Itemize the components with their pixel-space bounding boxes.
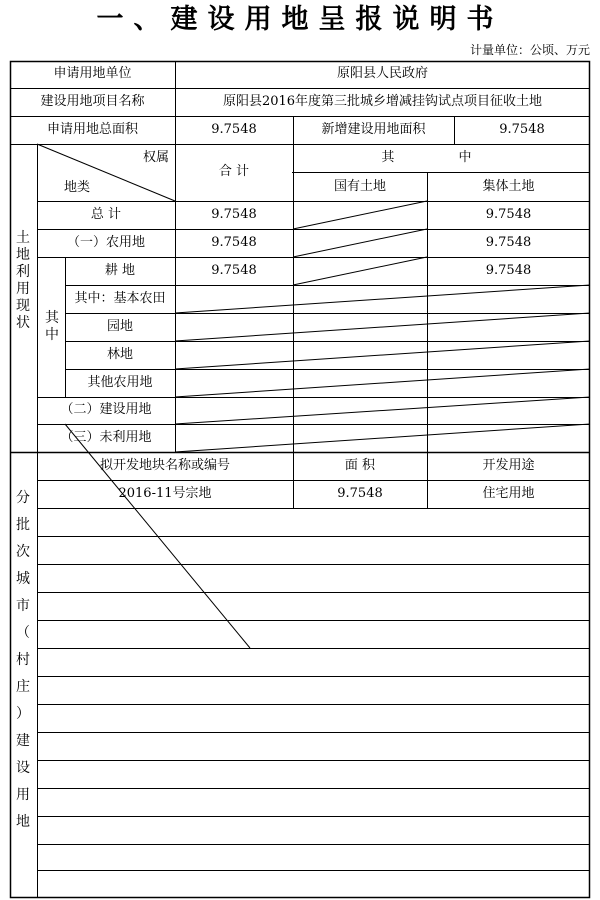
row-total-collective: 9.7548 bbox=[485, 207, 532, 222]
row-construction-label: （二）建设用地 bbox=[60, 402, 152, 417]
batch-row-name: 2016-11号宗地 bbox=[118, 486, 212, 501]
applicant-label: 申请用地单位 bbox=[53, 66, 132, 81]
batch-row-area: 9.7548 bbox=[337, 486, 383, 501]
batch-section-label: 分 批 次 城 市 （ 村 庄 ） 建 设 用 地 bbox=[16, 490, 30, 830]
applicant-value: 原阳县人民政府 bbox=[336, 66, 428, 81]
project-value: 原阳县2016年度第三批城乡增减挂钩试点项目征收土地 bbox=[222, 94, 543, 109]
row-arable-collective: 9.7548 bbox=[485, 263, 532, 278]
total-area-label: 申请用地总面积 bbox=[46, 122, 138, 137]
row-agri-collective: 9.7548 bbox=[485, 235, 532, 250]
row-total-total: 9.7548 bbox=[211, 207, 257, 222]
document-title: 一、建设用地呈报说明书 bbox=[96, 4, 504, 35]
total-area-value: 9.7548 bbox=[211, 122, 257, 137]
batch-use-header: 开发用途 bbox=[482, 458, 535, 473]
batch-row-use: 住宅用地 bbox=[482, 486, 535, 501]
of-which-header: 其 中 bbox=[381, 150, 502, 165]
state-land-header: 国有土地 bbox=[333, 179, 386, 194]
row-total-label: 总 计 bbox=[90, 207, 122, 222]
batch-area-header: 面 积 bbox=[344, 458, 376, 473]
new-area-value: 9.7548 bbox=[499, 122, 545, 137]
batch-name-header: 拟开发地块名称或编号 bbox=[99, 458, 230, 473]
subgroup-label: 其 中 bbox=[45, 310, 59, 343]
collective-land-header: 集体土地 bbox=[482, 179, 535, 194]
row-garden-label: 园地 bbox=[106, 319, 133, 334]
row-arable-total: 9.7548 bbox=[211, 263, 257, 278]
row-arable-label: 耕 地 bbox=[104, 263, 136, 278]
ownership-label: 权属 bbox=[143, 150, 170, 165]
project-label: 建设用地项目名称 bbox=[40, 94, 145, 109]
new-area-label: 新增建设用地面积 bbox=[321, 122, 426, 137]
row-agri-total: 9.7548 bbox=[211, 235, 257, 250]
row-unused-label: （三）未利用地 bbox=[60, 430, 152, 445]
row-forest-label: 林地 bbox=[106, 347, 133, 362]
land-type-label: 地类 bbox=[64, 180, 91, 195]
row-basic-farmland-label: 其中：基本农田 bbox=[74, 291, 166, 306]
row-agri-label: （一）农用地 bbox=[66, 235, 145, 250]
row-other-agri-label: 其他农用地 bbox=[87, 375, 153, 390]
total-column-header: 合 计 bbox=[218, 164, 250, 179]
land-use-section-label: 土 地 利 用 现 状 bbox=[16, 230, 30, 331]
unit-note: 计量单位：公顷、万元 bbox=[469, 43, 590, 57]
